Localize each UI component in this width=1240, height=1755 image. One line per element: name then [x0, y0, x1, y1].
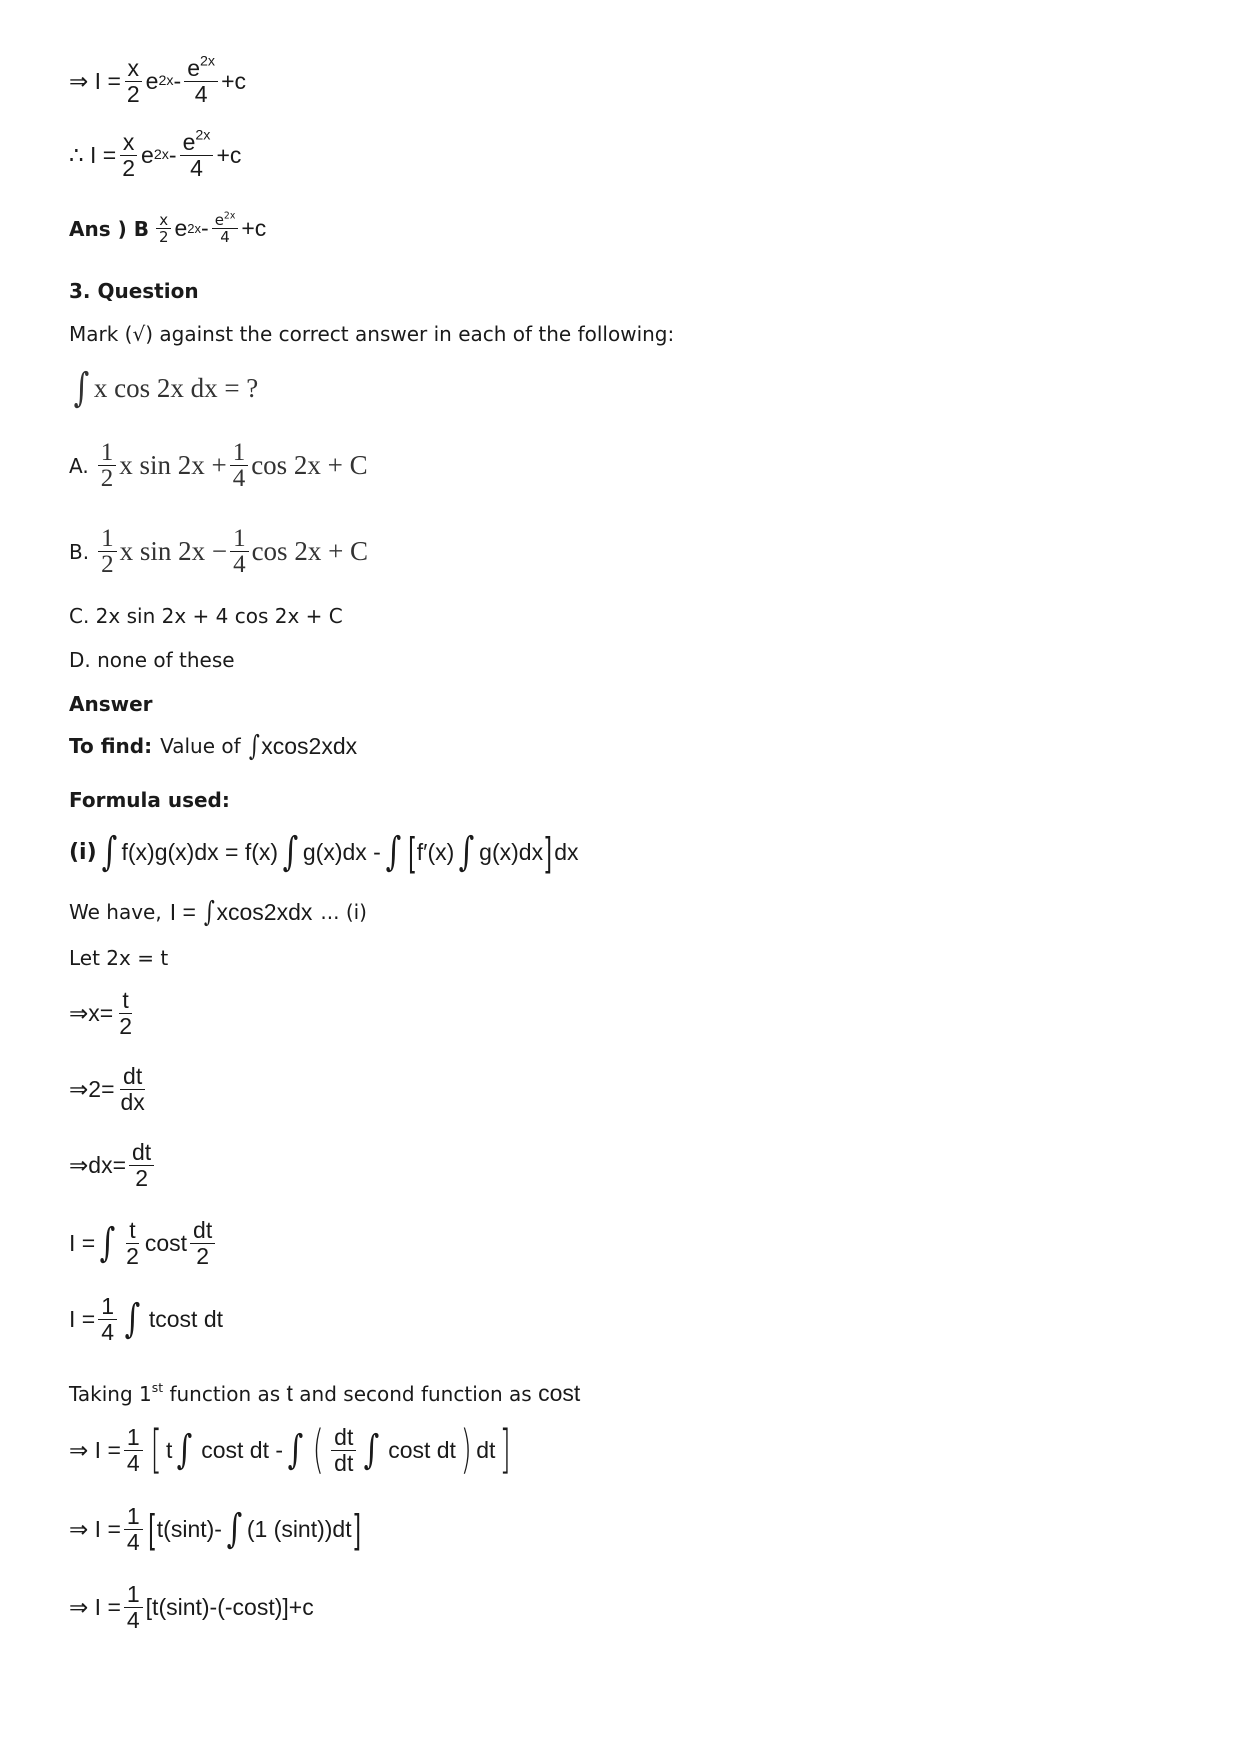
formula: (i) ∫ f(x)g(x)dx = f(x) ∫ g(x)dx - ∫ [ f′(x) ∫ g(x)dx ] dx — [69, 829, 579, 875]
option-b: B. $\frac{1}{2}$ x sin 2x − $\frac{1}{4}$ cos 2x + C — [69, 525, 369, 578]
option-d: D. none of these — [69, 648, 235, 672]
answer-line — [69, 212, 266, 245]
taking-line: Taking 1st function as t and second function as cost — [69, 1380, 581, 1406]
constant: +c — [216, 141, 242, 168]
right-bracket: ] — [500, 1420, 512, 1480]
integral-icon: ∫ — [99, 1220, 116, 1267]
integral-icon: ∫ — [124, 1296, 141, 1343]
minus-sign: - — [168, 141, 177, 168]
step-derivative: ⇒2= $\frac{dt}{dx}$ — [69, 1063, 145, 1115]
step-final: ⇒ I = $\frac{1}{4}$ [t(sint)-(-cost)]+c — [69, 1581, 314, 1633]
step-line-2: ∴ I = $\frac{x}{2}$ e 2x - $\frac{e^{2x}}{4}$ +c — [69, 127, 242, 181]
answer-label: Ans ) B — [69, 216, 149, 241]
step-dx: ⇒dx= $\frac{dt}{2}$ — [69, 1140, 157, 1191]
to-find-label: To find: — [69, 734, 153, 758]
integral-icon: ∫ — [282, 829, 299, 875]
fraction: $\frac{e^{2x}}{4}$ — [180, 130, 214, 181]
to-find-line — [69, 729, 358, 762]
fraction: $\frac{x}{2}$ — [124, 56, 143, 107]
we-have-line: We have, I = ∫ xcos2xdx ... (i) — [69, 895, 367, 928]
left-bracket: [ — [147, 1507, 155, 1552]
integral-icon: ∫ — [203, 895, 215, 928]
left-bracket: [ — [407, 830, 415, 874]
constant: +c — [221, 67, 246, 94]
formula-label: Formula used: — [69, 788, 230, 812]
integral-icon: ∫ — [248, 729, 260, 762]
step-evaluated: ⇒ I = $\frac{1}{4}$ [ t(sint)- ∫ (1 (sint))dt ] — [69, 1503, 361, 1555]
integral-icon: ∫ — [287, 1427, 304, 1473]
left-paren: ( — [312, 1420, 324, 1480]
to-find-text: Value of — [160, 734, 241, 758]
integrand: x cos 2x dx = ? — [93, 372, 259, 403]
right-paren: ) — [460, 1420, 472, 1480]
integral-icon: ∫ — [101, 829, 117, 875]
left-bracket: [ — [150, 1420, 162, 1480]
minus-sign: - — [173, 67, 182, 94]
right-bracket: ] — [353, 1507, 361, 1552]
option-c: C. 2x sin 2x + 4 cos 2x + C — [69, 604, 343, 628]
option-label: B. — [69, 539, 90, 564]
answer-expression: $\frac{x}{2}$ e 2x - $\frac{e^{2x}}{4}$ +c — [153, 212, 266, 245]
exp-base: e — [145, 67, 159, 94]
integral-icon: ∫ — [226, 1506, 243, 1553]
option-a: A. $\frac{1}{2}$ x sin 2x + $\frac{1}{4}$ cos 2x + C — [69, 439, 368, 492]
question-integral — [69, 365, 259, 411]
step-integral-sub: I = ∫ $\frac{t}{2}$ cost $\frac{dt}{2}$ — [69, 1218, 218, 1269]
integral-icon: ∫ — [73, 365, 90, 411]
question-instruction: Mark (√) against the correct answer in each of the following: — [69, 322, 675, 346]
fraction: $\frac{e^{2x}}{4}$ — [184, 56, 218, 107]
answer-heading: Answer — [69, 692, 153, 716]
integral-icon: ∫ — [385, 829, 402, 875]
step-simplified: I = $\frac{1}{4}$ ∫ tcost dt — [69, 1293, 224, 1345]
integral-icon: ∫ — [176, 1427, 193, 1473]
integral-icon: ∫ — [363, 1427, 380, 1473]
to-find-expression: xcos2xdx — [261, 732, 358, 759]
fraction: $\frac{x}{2}$ — [119, 130, 138, 181]
equation-tag: ... (i) — [320, 900, 367, 924]
step-x: ⇒x= $\frac{t}{2}$ — [69, 987, 132, 1039]
step-parts: ⇒ I = $\frac{1}{4}$ [ t ∫ cost dt - ∫ ( $\frac{dt}{dt}$ ∫ cost dt ) dt ] — [69, 1420, 512, 1480]
exp-base: e — [141, 141, 154, 168]
substitution-line: Let 2x = t — [69, 946, 169, 970]
step-line-1: ⇒ I = $\frac{x}{2}$ e 2x - $\frac{e^{2x}}{4}$ +c — [69, 53, 246, 107]
step-prefix: ⇒ I = — [69, 67, 121, 94]
step-prefix: ∴ I = — [69, 141, 117, 168]
option-label: A. — [69, 453, 89, 478]
right-bracket: ] — [545, 830, 552, 874]
formula-number: (i) — [69, 839, 97, 865]
question-heading: 3. Question — [69, 279, 199, 303]
integral-icon: ∫ — [458, 829, 475, 875]
we-have-text: We have, — [69, 900, 162, 924]
